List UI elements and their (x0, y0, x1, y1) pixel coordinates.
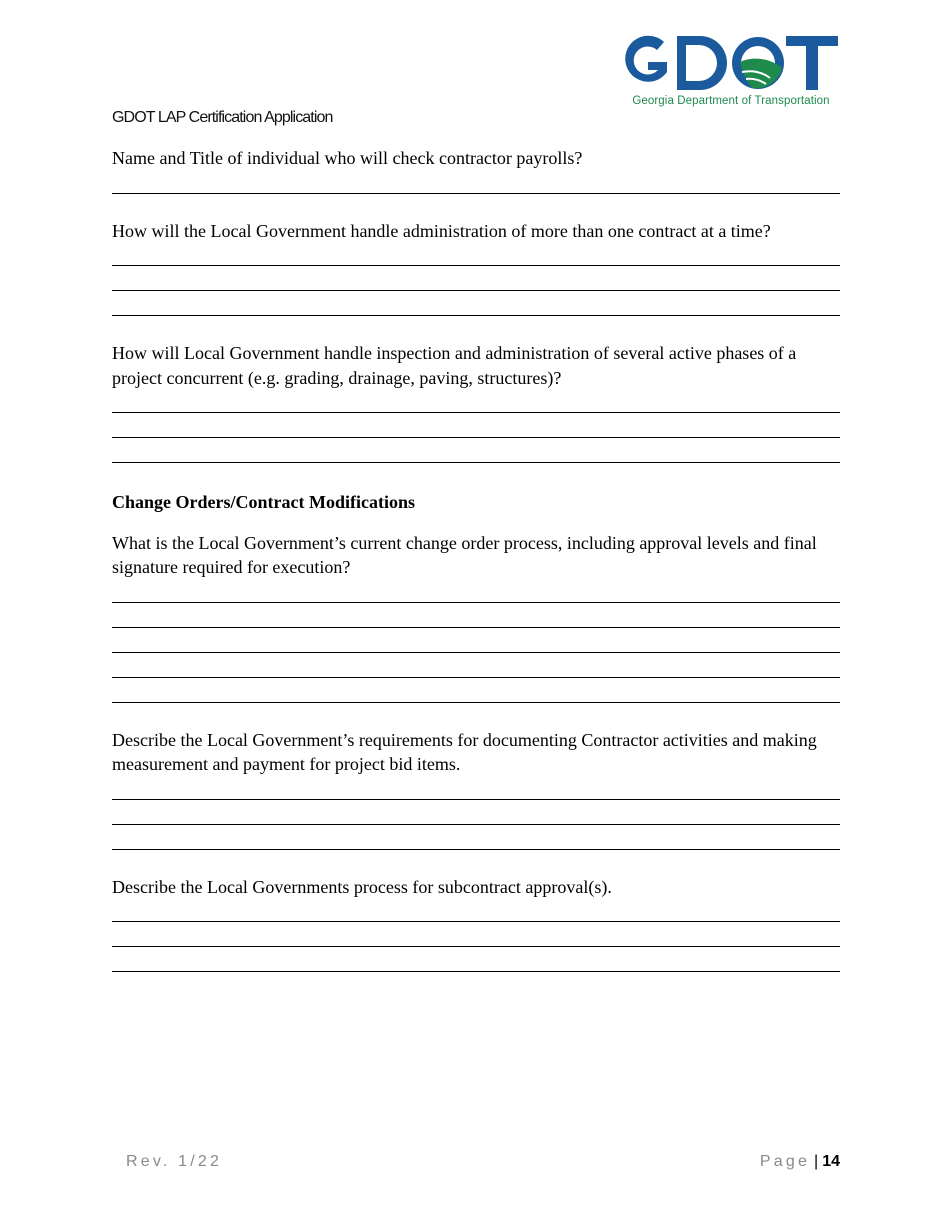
gdot-logo (620, 32, 842, 112)
answer-line[interactable] (112, 290, 840, 291)
answer-line[interactable] (112, 412, 840, 413)
answer-line[interactable] (112, 602, 840, 603)
question-text: Describe the Local Government’s requirements for documenting Contractor activities and making measurement and payment for project bid items. (112, 729, 817, 774)
answer-line[interactable] (112, 677, 840, 678)
answer-line[interactable] (112, 627, 840, 628)
logo-caption: Georgia Department of Transportation (632, 95, 830, 107)
answer-line[interactable] (112, 462, 840, 463)
answer-line[interactable] (112, 193, 840, 194)
form-content (112, 146, 840, 972)
answer-lines (112, 412, 840, 463)
question-text: Name and Title of individual who will check contractor payrolls? (112, 148, 583, 168)
question-block (112, 146, 840, 194)
answer-line[interactable] (112, 946, 840, 947)
answer-line[interactable] (112, 849, 840, 850)
document-title: GDOT LAP Certification Application (112, 109, 333, 126)
gdot-logo-mark (620, 32, 842, 94)
answer-line[interactable] (112, 702, 840, 703)
section-heading-block (112, 490, 840, 515)
question-block (112, 875, 840, 973)
answer-line[interactable] (112, 265, 840, 266)
answer-line[interactable] (112, 824, 840, 825)
answer-line[interactable] (112, 799, 840, 800)
question-block (112, 728, 840, 850)
answer-lines (112, 799, 840, 850)
question-block (112, 341, 840, 463)
answer-line[interactable] (112, 652, 840, 653)
question-text: How will the Local Government handle administration of more than one contract at a time? (112, 220, 771, 241)
question-text: Describe the Local Governments process for subcontract approval(s). (112, 876, 612, 897)
answer-lines (112, 602, 840, 703)
question-text: What is the Local Government’s current change order process, including approval levels and final signature required for execution? (112, 532, 817, 577)
revision-label: Rev. 1/22 (126, 1153, 223, 1170)
question-block (112, 531, 840, 703)
question-block (112, 219, 840, 317)
answer-lines (112, 193, 840, 194)
answer-line[interactable] (112, 437, 840, 438)
question-text: How will Local Government handle inspection and administration of several active phases of a project concurrent (e.g. grading, drainage, paving, structures)? (112, 343, 797, 388)
page-number-footer (760, 1153, 840, 1171)
page-separator: | (814, 1153, 819, 1170)
answer-line[interactable] (112, 315, 840, 316)
page-label: Page (759, 1153, 811, 1170)
answer-lines (112, 265, 840, 316)
answer-line[interactable] (112, 971, 840, 972)
page-number: 14 (822, 1153, 840, 1170)
section-heading: Change Orders/Contract Modifications (112, 492, 415, 512)
answer-lines (112, 921, 840, 972)
answer-line[interactable] (112, 921, 840, 922)
